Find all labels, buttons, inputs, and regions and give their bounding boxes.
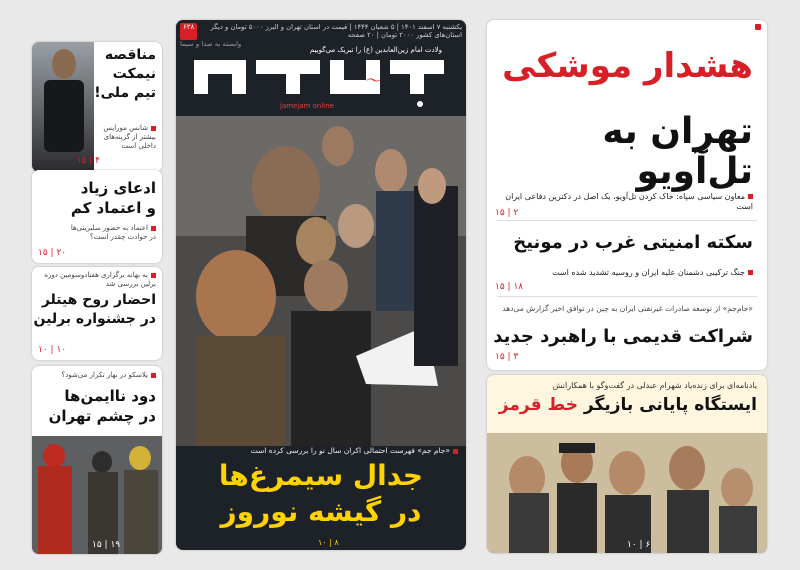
main-news-card[interactable]	[487, 20, 767, 370]
headline-tehran-telaviv[interactable]: تهران به تل‌آویو	[602, 111, 753, 192]
obituary-headline-main: ایستگاه پایانی بازیگر	[583, 395, 757, 415]
front-headline[interactable]	[176, 458, 466, 531]
sports-kicker-line2: بیشتر از گزینه‌های	[103, 133, 156, 142]
firefighters-illustration	[32, 436, 162, 554]
sports-page-ref: ۴ | ۱۵	[76, 156, 100, 166]
corner-mark-icon	[755, 24, 761, 30]
dateline-text: یکشنبه ۷ اسفند ۱۴۰۱ | ۵ شعبان ۱۴۴۴ | قیمت در استان تهران و البرز ۵۰۰۰ تومان و دیگر استان‌های کشور ۲۰۰۰ تومان | ۲۰ صفحه	[210, 23, 462, 40]
actors-illustration	[487, 433, 767, 553]
divider	[497, 220, 757, 221]
bullet-icon	[748, 194, 753, 199]
celebrity-headline	[71, 178, 156, 219]
fire-headline	[49, 386, 156, 427]
celebrity-kicker-line1: اعتماد به حضور سلبریتی‌ها	[70, 224, 148, 232]
sports-kicker-line3: داخلی است	[121, 142, 156, 151]
sub-masthead: ولادت امام زین‌العابدین (ع) را تبریک می‌گوییم	[309, 46, 442, 54]
story2-summary	[497, 268, 753, 278]
bullet-icon	[151, 373, 156, 378]
obituary-headline-red: خط قرمز	[498, 395, 578, 415]
film-collage-photo	[176, 116, 466, 446]
story2-summary-text: جنگ ترکیبی دشمنان علیه ایران و روسیه تشدید شده است	[552, 268, 745, 277]
fire-headline-line1: دود ناایمن‌ها	[64, 387, 156, 405]
bullet-icon	[151, 226, 156, 231]
obituary-kicker: یادنامه‌ای برای زنده‌یاد شهرام عبدلی در گفت‌وگو با همکارانش	[552, 381, 757, 390]
sports-headline-line2: نیمکت	[112, 65, 156, 82]
sports-headline-line1: مناقصه	[104, 47, 156, 63]
bullet-icon	[151, 273, 156, 278]
fire-page-ref: ۱۹ | ۱۵	[92, 540, 121, 550]
story3-page-ref: ۳ | ۱۵	[495, 352, 519, 362]
berlin-headline-line2: در جشنواره برلین	[33, 310, 156, 327]
berlin-kicker-text: به بهانه برگزاری هفتادوسومین دوره برلین بررسی شد	[44, 271, 156, 289]
masthead	[180, 46, 462, 116]
celebrity-headline-line1: ادعای زیاد	[80, 179, 156, 197]
obituary-headline[interactable]	[499, 395, 757, 415]
front-page-ref: ۸ | ۱۰	[318, 538, 339, 547]
film-cast-illustration	[176, 116, 466, 446]
story1-summary	[497, 192, 753, 213]
celebrity-card[interactable]	[32, 170, 162, 263]
fire-safety-card[interactable]	[32, 366, 162, 554]
issue-badge: ۶۳۸	[180, 23, 197, 40]
story2-page-ref: ۱۸ | ۱۵	[495, 282, 524, 292]
bullet-icon	[748, 270, 753, 275]
fire-kicker	[62, 371, 156, 380]
coach-illustration	[32, 42, 94, 172]
berlin-kicker	[32, 271, 156, 289]
headline-missile-warning[interactable]: هشدار موشکی	[502, 46, 753, 86]
firefighters-photo	[32, 436, 162, 554]
fire-headline-line2: در چشم تهران	[48, 407, 156, 426]
online-tag: jamejam online	[280, 102, 334, 110]
dateline-sub: وابسته به صدا و سیما	[180, 39, 242, 48]
story1-summary-text: معاون سیاسی سپاه: خاک کردن تل‌آویو، یک اصل در دکترین دفاعی ایران است	[505, 192, 753, 212]
fire-kicker-text: پلاسکو در بهار تکرار می‌شود؟	[61, 371, 148, 379]
obituary-card[interactable]	[487, 375, 767, 553]
berlin-card[interactable]	[32, 267, 162, 360]
actors-photo	[487, 433, 767, 553]
svg-text:～: ～	[363, 71, 380, 90]
sports-kicker-line1: شانس مورایس	[103, 124, 148, 132]
front-headline-line2: در گیشه نوروز	[220, 495, 422, 529]
coach-photo	[32, 42, 94, 172]
sports-headline-line3: تیم ملی!	[94, 84, 156, 101]
story1-page-ref: ۲ | ۱۵	[495, 208, 519, 218]
berlin-headline	[34, 291, 156, 329]
headline-munich[interactable]: سکته امنیتی غرب در مونیخ	[513, 232, 753, 253]
story3-kicker: «جام‌جم» از توسعه صادرات غیرنفتی ایران به چین در توافق اخیر گزارش می‌دهد	[502, 304, 753, 313]
front-headline-line1: جدال سیمرغ‌ها	[218, 459, 424, 492]
celebrity-page-ref: ۲۰ | ۱۵	[38, 248, 67, 258]
front-kicker-text: «جام جم» فهرست احتمالی اکران سال نو را بررسی کرده است	[250, 446, 450, 455]
sports-kicker	[103, 124, 156, 151]
front-dateline	[176, 20, 466, 48]
headline-partnership[interactable]: شراکت قدیمی با راهبرد جدید	[493, 326, 753, 347]
celebrity-headline-line2: و اعتماد کم	[70, 199, 156, 218]
berlin-page-ref: ۱۰ | ۱۰	[38, 345, 67, 355]
front-page-card[interactable]	[176, 20, 466, 550]
divider	[497, 296, 757, 297]
bullet-icon	[453, 449, 458, 454]
sports-card[interactable]	[32, 42, 162, 172]
celebrity-kicker	[71, 224, 156, 242]
front-kicker	[184, 446, 458, 455]
celebrity-kicker-line2: در حوادث چقدر است؟	[89, 233, 156, 242]
obituary-page-ref: ۶ | ۱۰	[627, 540, 651, 550]
bullet-icon	[151, 126, 156, 131]
berlin-headline-line1: احضار روح هیتلر	[41, 292, 156, 308]
sports-headline	[94, 46, 156, 103]
